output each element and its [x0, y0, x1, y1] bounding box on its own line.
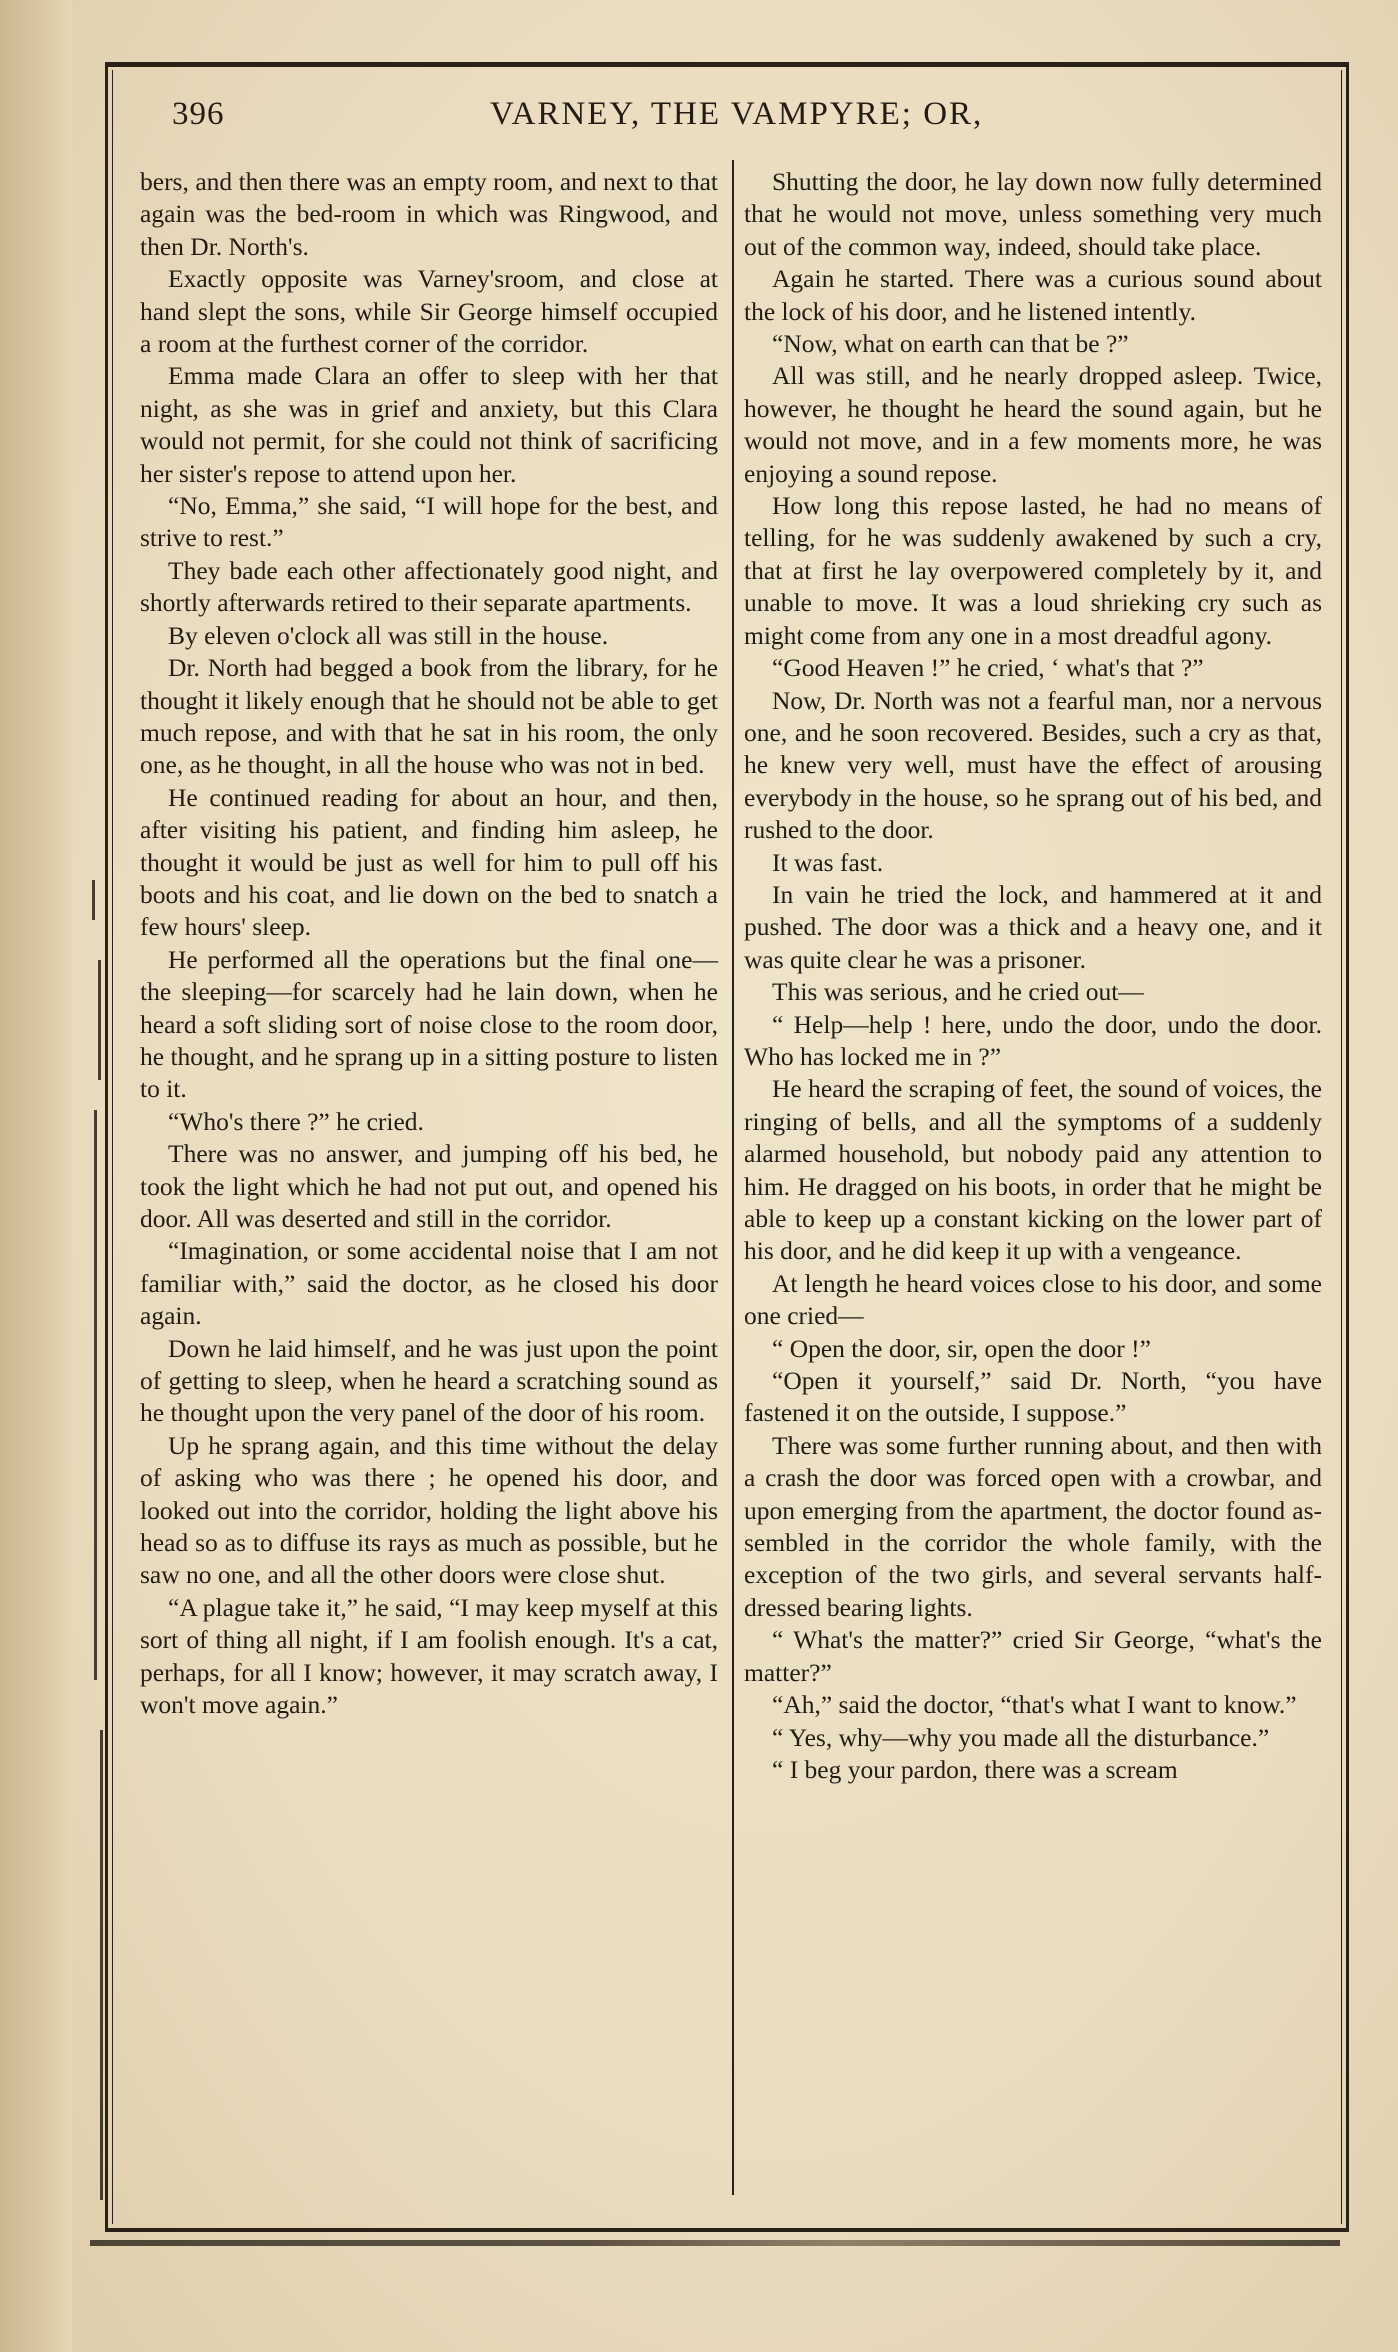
paragraph: “ I beg your pardon, there was a scream	[772, 1754, 1178, 1784]
binding-edge	[0, 0, 72, 2352]
paragraph: Emma made Clara an offer to sleep with her that night, as she was in grief and anxiety, but this Clara would not permit, for she could not think of sacrificing her sister's repose to attend upon her.	[140, 361, 718, 488]
paragraph: bers, and then there was an empty room, and next to that again was the bed-room in which was Ringwood, and then Dr. North's.	[140, 167, 718, 261]
paragraph: All was still, and he nearly dropped asleep. Twice, however, he thought he heard the sound again, but he would not move, and in a few moments more, he was enjoying a sound repose.	[744, 361, 1322, 488]
paragraph: “ What's the matter?” cried Sir George, “what's the matter?”	[744, 1625, 1322, 1687]
paragraph: “Who's there ?” he cried.	[168, 1106, 424, 1136]
margin-mark	[98, 960, 101, 1080]
paragraph: This was serious, and he cried out—	[772, 977, 1144, 1007]
right-column	[744, 166, 1322, 1786]
running-title: VARNEY, THE VAMPYRE; OR,	[490, 96, 984, 132]
margin-mark	[92, 880, 95, 920]
paragraph: Down he laid himself, and he was just upon the point of getting to sleep, when he heard a scratching sound as he thought upon the very panel of the door of his room.	[140, 1333, 718, 1428]
paragraph: Up he sprang again, and this time without the delay of asking who was there ; he opened his door, and looked out into the corridor, holding the light above his head so as to diffuse its rays as much as possible, but he saw no one, and all the other doors were close shut.	[140, 1430, 718, 1590]
paragraph: Shutting the door, he lay down now fully determined that he would not move, unless something very much out of the common way, indeed, should take place.	[744, 167, 1322, 261]
paragraph: “Now, what on earth can that be ?”	[772, 329, 1129, 359]
paragraph: He performed all the operations but the final one—the sleeping—for scarcely had he lain down, when he heard a soft sliding sort of noise close to the room door, he thought, and he sprang up in a sitting posture to listen to it.	[140, 944, 718, 1104]
column-rule	[732, 160, 734, 2195]
left-column	[140, 166, 718, 1722]
paragraph: “A plague take it,” he said, “I may keep myself at this sort of thing all night, if I am foolish enough. It's a cat, perhaps, for all I know; however, it may scratch away, I won't move again.”	[140, 1592, 718, 1720]
paragraph: “No, Emma,” she said, “I will hope for the best, and strive to rest.”	[140, 491, 718, 553]
paragraph: Now, Dr. North was not a fearful man, nor a nervous one, and he soon recovered. Besides, such a cry as that, he knew very well, must have the effect of arousing everybody in the house, so he sprang out of his bed, and rushed to the door.	[744, 685, 1322, 845]
paragraph: At length he heard voices close to his door, and some one cried—	[744, 1268, 1322, 1331]
margin-mark	[94, 1110, 97, 1680]
running-header	[172, 92, 1322, 140]
paragraph: They bade each other affectionately good night, and shortly afterwards retired to their separate apartments.	[140, 555, 718, 618]
paragraph: “Ah,” said the doctor, “that's what I want to know.”	[772, 1690, 1297, 1720]
paragraph: Exactly opposite was Varney'sroom, and close at hand slept the sons, while Sir George himself occupied a room at the furthest corner of the corridor.	[140, 264, 718, 359]
paragraph: “ Open the door, sir, open the door !”	[772, 1333, 1151, 1363]
page-number: 396	[172, 96, 225, 132]
paragraph: “Open it yourself,” said Dr. North, “you have fastened it on the outside, I suppose.”	[744, 1366, 1322, 1428]
paragraph: How long this repose lasted, he had no means of telling, for he was suddenly awakened by such a cry, that at first he lay overpowered completely by it, and unable to move. It was a loud shrieking cry such as might come from any one in a most dreadful agony.	[744, 491, 1322, 650]
paragraph: He heard the scraping of feet, the sound of voices, the ringing of bells, and all the symptoms of a suddenly alarmed household, but nobody paid any attention to him. He dragged on his boots, in order that he might be able to keep up a constant kicking on the lower part of his door, and he did keep it up with a vengeance.	[744, 1074, 1322, 1266]
margin-mark	[100, 1730, 103, 2200]
paragraph: “ Help—help ! here, undo the door, undo the door. Who has locked me in ?”	[744, 1009, 1322, 1071]
paragraph: It was fast.	[772, 847, 884, 877]
paragraph: “ Yes, why—why you made all the disturbance.”	[772, 1722, 1270, 1752]
paragraph: “Good Heaven !” he cried, ‘ what's that ?”	[772, 653, 1204, 683]
paragraph: Again he started. There was a curious sound about the lock of his door, and he listened intently.	[744, 264, 1322, 326]
paragraph: There was some further running about, and then with a crash the door was forced open with a crowbar, and upon emerging from the apartment, the doctor found assembled in the corridor the whole family, with the exception of the two girls, and several servants half-dressed bearing lights.	[744, 1430, 1322, 1622]
paragraph: By eleven o'clock all was still in the house.	[168, 620, 609, 650]
paragraph: In vain he tried the lock, and hammered at it and pushed. The door was a thick and a heavy one, and it was quite clear he was a prisoner.	[744, 879, 1322, 974]
paragraph: He continued reading for about an hour, and then, after visiting his patient, and finding him asleep, he thought it would be just as well for him to pull off his boots and his coat, and lie down on the bed to snatch a few hours' sleep.	[140, 782, 718, 942]
paragraph: “Imagination, or some accidental noise that I am not familiar with,” said the doctor, as he closed his door again.	[140, 1236, 718, 1331]
paragraph: Dr. North had begged a book from the library, for he thought it likely enough that he should not be able to get much repose, and with that he sat in his room, the only one, as he thought, in all the house who was not in bed.	[140, 653, 718, 780]
paragraph: There was no answer, and jumping off his bed, he took the light which he had not put out, and opened his door. All was deserted and still in the corridor.	[140, 1139, 718, 1233]
bottom-rule	[90, 2240, 1340, 2246]
